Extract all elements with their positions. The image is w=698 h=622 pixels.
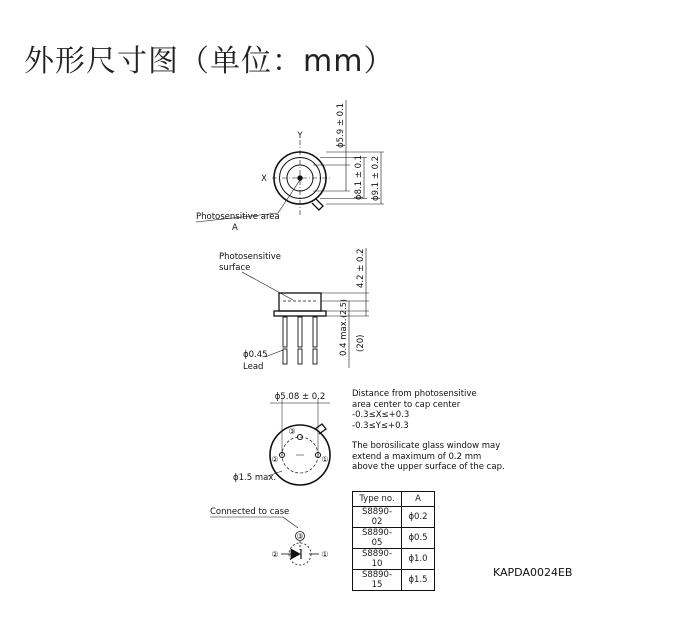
bottom-pin3: ③ [288,427,296,436]
dim-height: 4.2 ± 0.2 [356,248,366,288]
axis-y-label: Y [297,131,303,141]
area-symbol: A [232,223,238,233]
page-title: 外形尺寸图（单位：mm） [24,44,395,79]
table-row [353,549,435,570]
schematic-pin1: ① [321,550,329,559]
type-cell: S8890-15 [353,570,402,591]
window-note-1: The borosilicate glass window may [352,441,501,451]
schematic-pin2: ② [271,550,279,559]
bottom-pin1: ① [321,455,329,464]
table-row [353,528,435,549]
offset-title-2: area center to cap center [352,399,461,410]
area-label: Photosensitive area [196,212,280,222]
dim-cap: ϕ8.1 ± 0.1 [354,154,364,200]
dim-max: 0.4 max. [339,318,349,356]
offset-y: -0.3≤Y≤+0.3 [352,420,409,431]
window-note [352,441,505,473]
type-table-header [353,492,435,507]
axis-x-label: X [261,174,267,184]
dim-flange: ϕ9.1 ± 0.2 [371,155,381,201]
dim-tab: ϕ1.5 max. [233,473,277,483]
bottom-pin2: ② [271,455,279,464]
bottom-view [268,399,330,485]
offset-title-1: Distance from photosensitive [352,389,477,399]
table-row [353,570,435,591]
lead-label: Lead [243,362,264,372]
window-note-2: extend a maximum of 0.2 mm [352,451,482,462]
a-cell: ϕ0.2 [402,507,435,528]
window-note-3: above the upper surface of the cap. [352,462,505,472]
schematic [210,517,319,565]
surface-label-2: surface [219,263,251,273]
header-type-no: Type no. [353,492,402,507]
type-cell: S8890-02 [353,507,402,528]
a-cell: ϕ1.5 [402,570,435,591]
type-table [352,491,435,591]
connected-to-case-label: Connected to case [210,507,290,517]
offset-x: -0.3≤X≤+0.3 [352,410,410,420]
drawing-code: KAPDA0024EB [493,566,573,579]
table-row [353,507,435,528]
surface-label-1: Photosensitive [219,252,282,262]
header-a: A [402,492,435,507]
lead-diameter: ϕ0.45 [243,350,268,360]
type-cell: S8890-10 [353,549,402,570]
a-cell: ϕ0.5 [402,528,435,549]
dim-flange-height: (2.5) [339,299,348,318]
dim-lead-length: (20) [356,334,366,352]
schematic-pin3: ③ [296,532,304,541]
dim-pin-circle: ϕ5.08 ± 0.2 [274,392,326,402]
offset-note [352,389,477,431]
type-cell: S8890-05 [353,528,402,549]
a-cell: ϕ1.0 [402,549,435,570]
dim-window: ϕ5.9 ± 0.1 [336,102,346,148]
